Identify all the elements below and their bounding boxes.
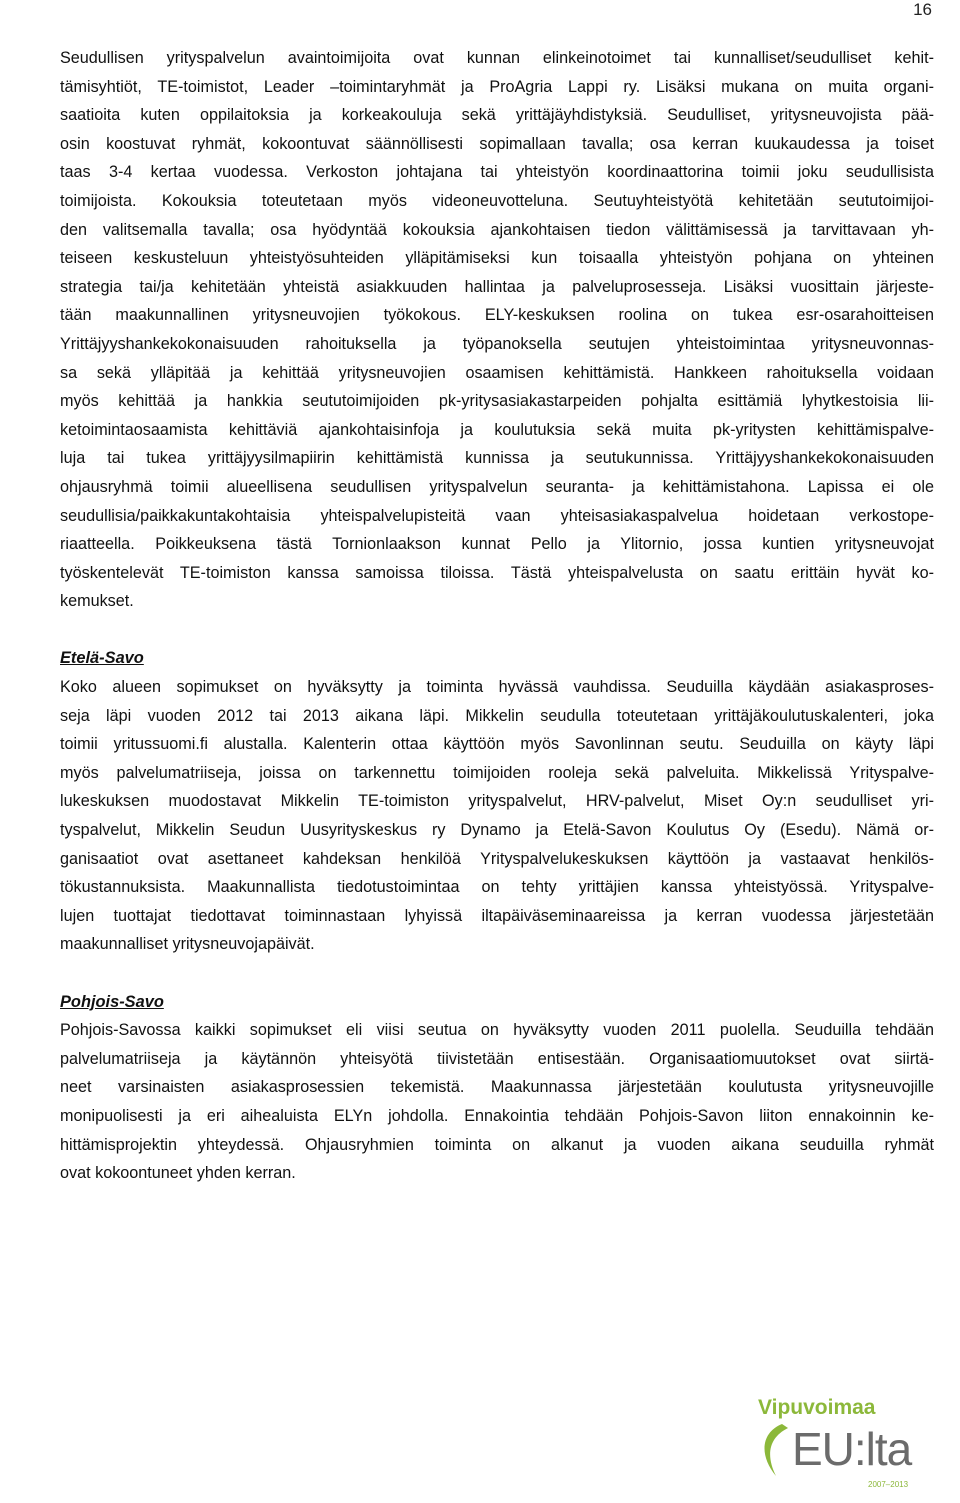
spacer	[60, 616, 934, 645]
swoosh-icon	[752, 1420, 792, 1480]
section-pohjois-savo	[60, 988, 934, 1188]
section-heading: Pohjois-Savo	[60, 992, 164, 1011]
page-number: 16	[913, 0, 932, 19]
text-line: kemukset.	[60, 592, 134, 611]
text-line: lukeskuksen muodostavat Mikkelin TE-toimiston yrityspalvelut, HRV-palvelut, Miset Oy:n seudulliset yri-	[60, 792, 934, 811]
text-line: lujen tuottajat tiedottavat toiminnastaan lyhyissä iltapäiväseminaareissa ja kerran vuodessa järjestetään	[60, 906, 934, 925]
text-line: neet varsinaisten asiakasprosessien tekemistä. Maakunnassa järjestetään koulutusta yritysneuvojille	[60, 1078, 934, 1097]
text-line: strategia tai/ja kehitetään yhteistä asiakkuuden hallintaa ja palveluprosesseja. Lisäksi vuosittain järjeste-	[60, 277, 934, 296]
logo-title: Vipuvoimaa	[758, 1396, 876, 1419]
logo-years: 2007–2013	[868, 1480, 909, 1489]
vipuvoimaa-logo	[752, 1392, 932, 1500]
text-line: Yrittäjyyshankekokonaisuuden rahoituksella ja työpanoksella seutujen yhteistoimintaa yritysneuvonnas-	[60, 334, 934, 353]
text-line: sa sekä ylläpitää ja kehittää yritysneuvojien osaamisen kehittämistä. Hankkeen rahoituksella voidaan	[60, 363, 934, 382]
text-line: saatioita kuten oppilaitoksia ja korkeakouluja sekä yrittäjäyhdistyksiä. Seudulliset, yritysneuvojista pää-	[60, 106, 934, 125]
text-line: Koko alueen sopimukset on hyväksytty ja toiminta hyvässä vauhdissa. Seuduilla käydään asiakasproses-	[60, 678, 934, 697]
text-line: toimijoista. Kokouksia toteutetaan myös videoneuvotteluna. Seutuyhteistyötä kehitetään seututoimijoi-	[60, 191, 934, 210]
text-line: tään maakunnallinen yritysneuvojien työkokous. ELY-keskuksen roolina on tukea esr-osarahoitteisen	[60, 306, 934, 325]
text-line: osin koostuvat ryhmät, kokoontuvat säännöllisesti sopimallaan tavalla; osa kerran kuukaudessa ja toiset	[60, 134, 934, 153]
text-line: tyspalvelut, Mikkelin Seudun Uusyrityskeskus ry Dynamo ja Etelä-Savon Koulutus Oy (Esedu). Nämä or-	[60, 821, 934, 840]
text-line: ohjausryhmä toimii alueellisena seudullisen yrityspalvelun seuranta- ja kehittämistahona. Lapissa ei ole	[60, 477, 934, 496]
text-line: taas 3-4 kertaa vuodessa. Verkoston johtajana tai yhteistyön koordinaattorina toimii joku seudullisista	[60, 163, 934, 182]
spacer	[60, 959, 934, 988]
section-etela-savo	[60, 644, 934, 959]
text-line: Pohjois-Savossa kaikki sopimukset eli viisi seutua on hyväksytty vuoden 2011 puolella. Seuduilla tehdään	[60, 1021, 934, 1040]
paragraph-lappi	[60, 44, 934, 616]
text-line: hittämisprojektin yhteydessä. Ohjausryhmien toiminta on alkanut ja vuoden aikana seuduilla ryhmät	[60, 1135, 934, 1154]
text-line: maakunnalliset yritysneuvojapäivät.	[60, 935, 315, 954]
text-line: luja tai tukea yrittäjyysilmapiirin kehittämistä kunnissa ja seutukunnissa. Yrittäjyyshankekokonaisuuden	[60, 449, 934, 468]
document-body	[60, 44, 934, 1188]
text-line: seja läpi vuoden 2012 tai 2013 aikana läpi. Mikkelin seudulla toteutetaan yrittäjäkoulutuskalenteri, joka	[60, 706, 934, 725]
text-line: myös kehittää ja hankkia seututoimijoiden pk-yritysasiakastarpeiden pohjalta esittämiä lyhytkestoisia lii-	[60, 392, 934, 411]
text-line: ketoimintaosaamista kehittäviä ajankohtaisinfoja ja koulutuksia sekä muita pk-yritysten kehittämispalve-	[60, 420, 934, 439]
text-line: tökustannuksista. Maakunnallista tiedotustoimintaa on tehty yrittäjien kanssa yhteistyössä. Yrityspalve-	[60, 878, 934, 897]
text-line: ganisaatiot ovat asettaneet kahdeksan henkilöä Yrityspalvelukeskuksen käyttöön ja vastaavat henkilös-	[60, 849, 934, 868]
text-line: Seudullisen yrityspalvelun avaintoimijoita ovat kunnan elinkeinotoimet tai kunnalliset/seudulliset kehit-	[60, 49, 934, 67]
text-line: teiseen keskusteluun yhteistyösuhteiden ylläpitämiseksi kun toisaalla yhteistyön pohjana on yhteinen	[60, 249, 934, 268]
text-line: työskentelevät TE-toimiston kanssa samoissa tiloissa. Tästä yhteispalvelusta on saatu erittäin hyvät ko-	[60, 563, 934, 582]
text-line: seudullisia/paikkakuntakohtaisia yhteispalvelupisteitä vaan yhteisasiakaspalvelua hoidetaan verkostope-	[60, 506, 934, 525]
text-line: ovat kokoontuneet yhden kerran.	[60, 1164, 296, 1183]
logo-main-text: EU:lta	[792, 1423, 912, 1475]
text-line: myös palvelumatriiseja, joissa on tarkennettu toimijoiden rooleja sekä palveluita. Mikkelissä Yrityspalve-	[60, 763, 934, 782]
section-heading: Etelä-Savo	[60, 649, 144, 668]
text-line: palvelumatriiseja ja käytännön yhteisyötä tiivistetään entisestään. Organisaatiomuutokset ovat siirtä-	[60, 1049, 934, 1068]
text-line: den valitsemalla tavalla; osa hyödyntää kokouksia ajankohtaisen tiedon välittämisessä ja tarvittavaan yh-	[60, 220, 934, 239]
text-line: tämisyhtiöt, TE-toimistot, Leader –toimintaryhmät ja ProAgria Lappi ry. Lisäksi mukana on muita organi-	[60, 77, 934, 96]
text-line: toimii yritussuomi.fi alustalla. Kalenterin ottaa käyttöön myös Savonlinnan seutu. Seuduilla on käyty läpi	[60, 735, 934, 754]
text-line: riaatteella. Poikkeuksena tästä Tornionlaakson kunnat Pello ja Ylitornio, jossa kuntien yritysneuvojat	[60, 535, 934, 554]
text-line: monipuolisesti ja eri aihealuista ELYn johdolla. Ennakointia tehdään Pohjois-Savon liiton ennakoinnin ke-	[60, 1106, 934, 1125]
